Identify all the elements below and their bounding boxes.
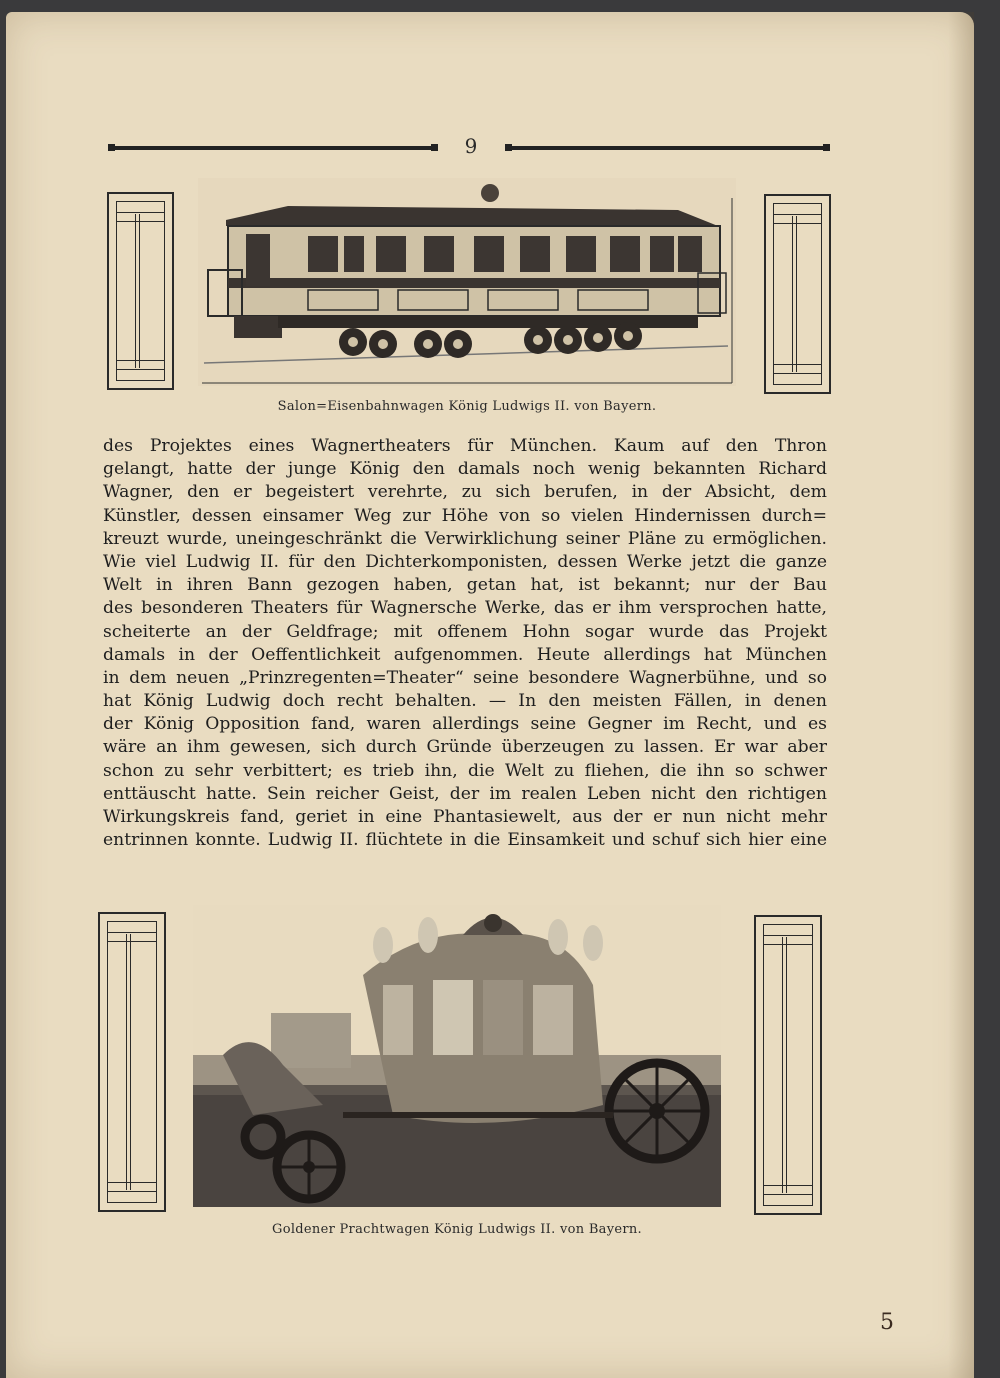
text-line: Wagner, den er begeistert verehrte, zu sich berufen, in der Absicht, dem <box>103 482 827 503</box>
ornament-frame-top-left <box>107 192 174 390</box>
bottom-image-caption: Goldener Prachtwagen König Ludwigs II. von Bayern. <box>272 1222 642 1237</box>
text-line: des besonderen Theaters für Wagnersche Werke, das er ihm versprochen hatte, <box>103 598 827 619</box>
text-line: Wie viel Ludwig II. für den Dichterkomponisten, dessen Werke jetzt die ganze <box>103 551 827 572</box>
text-line: Welt in ihren Bann gezogen haben, getan hat, ist bekannt; nur der Bau <box>103 575 827 596</box>
golden-coach-photo <box>193 905 721 1207</box>
ornament-frame-bottom-left <box>98 912 166 1212</box>
text-line: gelangt, hatte der junge König den damals noch wenig bekannten Richard <box>103 459 827 480</box>
header-rule-right <box>505 146 830 150</box>
text-line: der König Opposition fand, waren allerdings seine Gegner im Recht, und es <box>103 714 827 735</box>
margin-mark: 5 <box>880 1310 894 1335</box>
text-line: schon zu sehr verbittert; es trieb ihn, die Welt zu fliehen, die ihn so schwer <box>103 760 827 781</box>
top-image-caption: Salon=Eisenbahnwagen König Ludwigs II. von Bayern. <box>277 399 657 414</box>
text-line: scheiterte an der Geldfrage; mit offenem Hohn sogar wurde das Projekt <box>103 621 827 642</box>
header-rule-left <box>108 146 438 150</box>
body-text <box>103 435 827 852</box>
page-edge-shadow <box>948 12 974 1378</box>
text-line: damals in der Oeffentlichkeit aufgenommen. Heute allerdings hat München <box>103 644 827 665</box>
text-line: kreuzt wurde, uneingeschränkt die Verwirklichung seiner Pläne zu ermöglichen. <box>103 528 827 549</box>
text-line: wäre an ihm gewesen, sich durch Gründe überzeugen zu lassen. Er war aber <box>103 737 827 758</box>
text-line: entrinnen konnte. Ludwig II. flüchtete in die Einsamkeit und schuf sich hier eine <box>103 830 827 851</box>
text-line: des Projektes eines Wagnertheaters für München. Kaum auf den Thron <box>103 436 827 456</box>
text-line: Künstler, dessen einsamer Weg zur Höhe von so vielen Hindernissen durch= <box>103 505 827 526</box>
ornament-frame-top-right <box>764 194 831 394</box>
text-line: enttäuscht hatte. Sein reicher Geist, der im realen Leben nicht den richtigen <box>103 783 827 804</box>
ornament-frame-bottom-right <box>754 915 822 1215</box>
railway-carriage-photo <box>198 178 736 386</box>
page-number: 9 <box>464 134 478 158</box>
text-line: in dem neuen „Prinzregenten=Theater“ seine besondere Wagnerbühne, und so <box>103 667 827 688</box>
text-line: hat König Ludwig doch recht behalten. — In den meisten Fällen, in denen <box>103 691 827 712</box>
text-line: Wirkungskreis fand, geriet in eine Phantasiewelt, aus der er nun nicht mehr <box>103 807 827 827</box>
